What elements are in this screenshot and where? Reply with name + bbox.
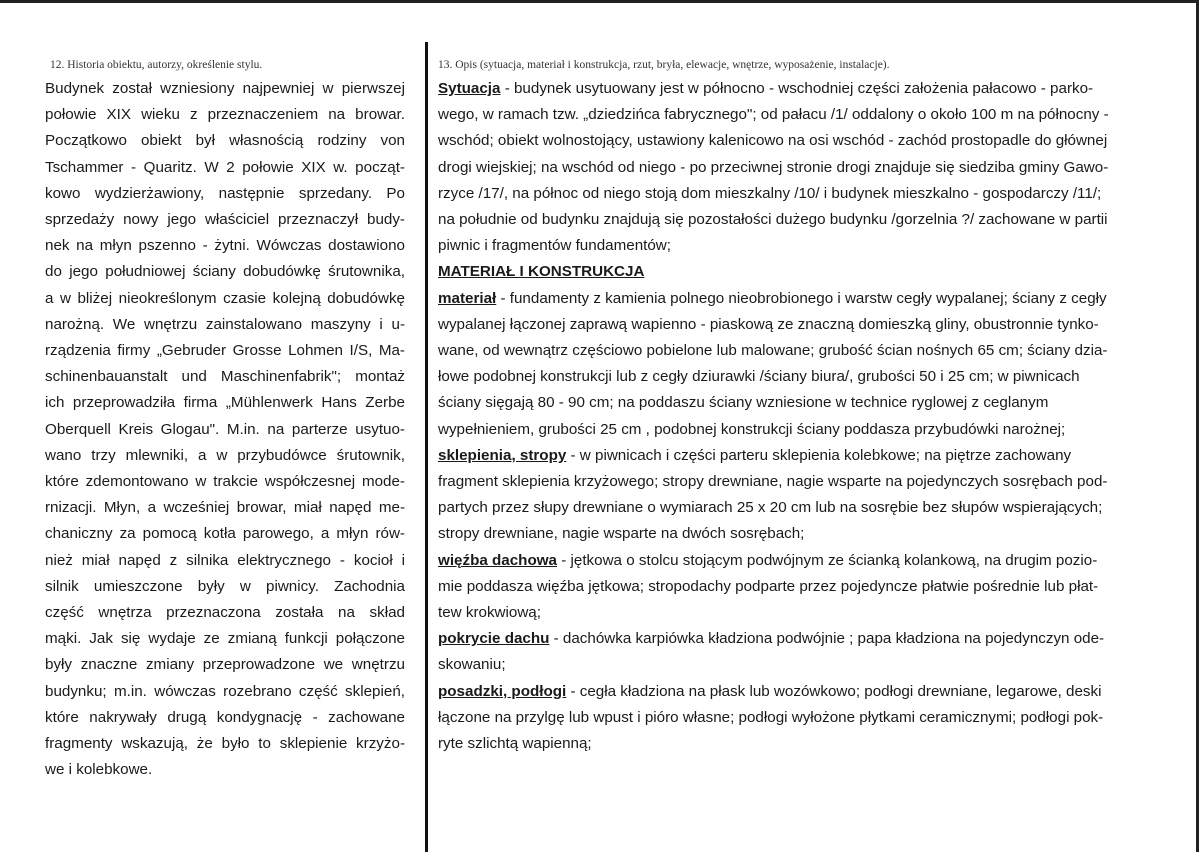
history-line: Oberquell Kreis Glogau". M.in. na parterze usytuo- — [45, 420, 405, 438]
sklepienia-line: fragment sklepienia krzyżowego; stropy drewniane, nagie wsparte na pojedynczych sosrębach pod- — [438, 473, 1108, 491]
sklepienia-label: sklepienia, stropy — [438, 446, 567, 464]
sklepienia-line: stropy drewniane, nagie wsparte na dwóch sosrębach; — [438, 525, 805, 543]
wiezba-line: mie poddasza więźba jętkowa; stropodachy podparte przez pojedyncze płatwie pośrednie lub płat- — [438, 577, 1099, 595]
posadzki-line: ryte szlichtą wapienną; — [438, 735, 592, 753]
sytuacja-line: rzyce /17/, na północ od niego stoją dom mieszkalny /10/ i budynek mieszkalno - gospodarczy /11/; — [438, 184, 1102, 202]
history-line: które zdemontowano w trakcie współczesnej mode- — [45, 473, 405, 491]
history-line: do jego południowej ściany dobudówkę śrutownika, — [45, 263, 405, 281]
section-material — [438, 286, 1142, 443]
pokrycie-label: pokrycie dachu — [438, 630, 550, 648]
description-header: 13. Opis (sytuacja, materiał i konstrukcja, rzut, bryła, elewacje, wnętrze, wyposażenie, instalacje). — [438, 59, 890, 71]
page-top-edge — [0, 0, 1199, 3]
section-sytuacja — [438, 76, 1142, 259]
history-line: chaniczny za pomocą kotła parowego, a młyn rów- — [45, 525, 405, 543]
material-line: wypalanej łączonej zaprawą wapienno - piaskową ze znaczną domieszką gliny, obustronnie tynko- — [438, 315, 1099, 333]
column-divider — [425, 42, 428, 852]
history-line: kowo wydzierżawiony, następnie sprzedany. Po — [45, 184, 405, 202]
history-line: Tschammer - Quaritz. W 2 połowie XIX w. począt- — [45, 158, 405, 176]
material-label: materiał — [438, 289, 497, 307]
history-line: silnik umieszczone były w piwnicy. Zachodnia — [45, 577, 405, 595]
sklepienia-line: partych przez słupy drewniane o wymiarach 25 x 20 cm lub na sosrębie bez słupów wspierających; — [438, 499, 1103, 517]
posadzki-label: posadzki, podłogi — [438, 682, 567, 700]
history-line: które nakrywały drugą kondygnację - zachowane — [45, 708, 405, 726]
history-line: ich przeprowadziła firma „Mühlenwerk Hans Zerbe — [45, 394, 405, 412]
pokrycie-line: skowaniu; — [438, 656, 506, 674]
section-pokrycie — [438, 626, 1142, 678]
wiezba-line: tew krokwiową; — [438, 604, 541, 622]
section-posadzki — [438, 679, 1142, 758]
history-line: wano trzy mlewniki, a w przybudówce śrutownik, — [45, 446, 405, 464]
history-header: 12. Historia obiektu, autorzy, określenie stylu. — [50, 59, 263, 71]
history-line: fragmenty wskazują, że było to sklepienie krzyżo- — [45, 735, 405, 753]
wiezba-line — [438, 548, 1142, 574]
sytuacja-line: wego, w ramach tzw. „dziedzińca fabrycznego"; od pałacu /1/ oddalony o około 100 m na północny - — [438, 106, 1109, 124]
history-line: we i kolebkowe. — [45, 761, 153, 779]
wiezba-text: - jętkowa o stolcu stojącym podwójnym ze ścianką kolankową, na drugim pozio- — [557, 551, 1098, 569]
history-column — [45, 58, 405, 783]
sklepienia-text: - w piwnicach i części parteru sklepienia kolebkowe; na piętrze zachowany — [566, 446, 1072, 464]
sytuacja-line: wschód; obiekt wolnostojący, ustawiony kalenicowo na osi wschód - zachód prostopadle do głównej — [438, 132, 1108, 150]
history-line: budynku; m.in. wówczas rozebrano część sklepień, — [45, 682, 405, 700]
material-line — [438, 286, 1142, 312]
sytuacja-line: drogi wiejskiej; na wschód od niego - po przeciwnej stronie drogi znajduje się siedziba gminy Gawo- — [438, 158, 1109, 176]
sytuacja-text: - budynek usytuowany jest w północno - wschodniej części założenia pałacowo - parko- — [500, 80, 1094, 97]
history-line: połowie XIX wieku z przeznaczeniem na browar. — [45, 106, 405, 124]
history-text — [45, 76, 405, 783]
history-line: rządzenia firmy „Gebruder Grosse Lohmen I/S, Ma- — [45, 342, 405, 360]
pokrycie-text: - dachówka karpiówka kładziona podwójnie ; papa kładziona na pojedynczyn ode- — [549, 630, 1105, 648]
posadzki-text: - cegła kładziona na płask lub wozówkowo; podłogi drewniane, legarowe, deski — [566, 682, 1102, 700]
section-heading-material: MATERIAŁ I KONSTRUKCJA — [438, 263, 645, 281]
history-line: sprzedaży nowy jego właściciel przeznaczył budy- — [45, 211, 405, 229]
sytuacja-line: piwnic i fragmentów fundamentów; — [438, 237, 671, 255]
posadzki-line — [438, 679, 1142, 705]
history-line: a w bliżej nieokreślonym czasie kolejną dobudówkę — [45, 289, 405, 307]
history-line: część wnętrza przeznaczona została na skład — [45, 604, 405, 622]
history-line: Początkowo obiekt był własnością rodziny von — [45, 132, 405, 150]
posadzki-line: łączone na przylgę lub wpust i pióro własne; podłogi wyłożone płytkami ceramicznymi; podłogi pok- — [438, 708, 1104, 726]
history-line: narożną. We wnętrzu zainstalowano maszyny i u- — [45, 315, 405, 333]
sytuacja-line — [438, 76, 1142, 102]
history-line: Budynek został wzniesiony najpewniej w pierwszej — [45, 80, 405, 97]
history-line: rnizacji. Młyn, a wcześniej browar, miał napęd me- — [45, 499, 405, 517]
sytuacja-label: Sytuacja — [438, 80, 501, 97]
section-sklepienia — [438, 443, 1142, 548]
history-line: schinenbauanstalt und Maschinenfabrik"; montaż — [45, 368, 405, 386]
description-text — [438, 76, 1142, 757]
sytuacja-line: na południe od budynku znajdują się pozostałości dużego budynku /gorzelnia ?/ zachowane w partii — [438, 211, 1108, 229]
material-line: łowe podobnej konstrukcji lub z cegły dziurawki /ściany biura/, grubości 50 i 25 cm; w piwnicach — [438, 368, 1080, 386]
section-wiezba — [438, 548, 1142, 627]
material-line: wane, od wewnątrz częściowo pobielone lub malowane; grubość ścian nośnych 65 cm; ściany dzia- — [438, 342, 1108, 360]
description-column — [438, 58, 1142, 757]
material-line: wypełnieniem, grubości 25 cm , podobnej konstrukcji ściany poddasza przybudówki narożnej; — [438, 420, 1066, 438]
sklepienia-line — [438, 443, 1142, 469]
history-line: były znaczne zmiany przeprowadzone we wnętrzu — [45, 656, 405, 674]
history-line: mąki. Jak się wydaje ze zmianą funkcji połączone — [45, 630, 405, 648]
pokrycie-line — [438, 626, 1142, 652]
material-line: ściany sięgają 80 - 90 cm; na poddaszu ściany wzniesione w technice ryglowej z ceglanym — [438, 394, 1049, 412]
material-text: - fundamenty z kamienia polnego nieobrobionego i warstw cegły wypalanej; ściany z cegły — [496, 289, 1107, 307]
wiezba-label: więźba dachowa — [438, 551, 558, 569]
history-line: nież miał napęd z silnika elektrycznego - kocioł i — [45, 551, 405, 569]
history-line: nek na młyn pszenno - żytni. Wówczas dostawiono — [45, 237, 405, 255]
